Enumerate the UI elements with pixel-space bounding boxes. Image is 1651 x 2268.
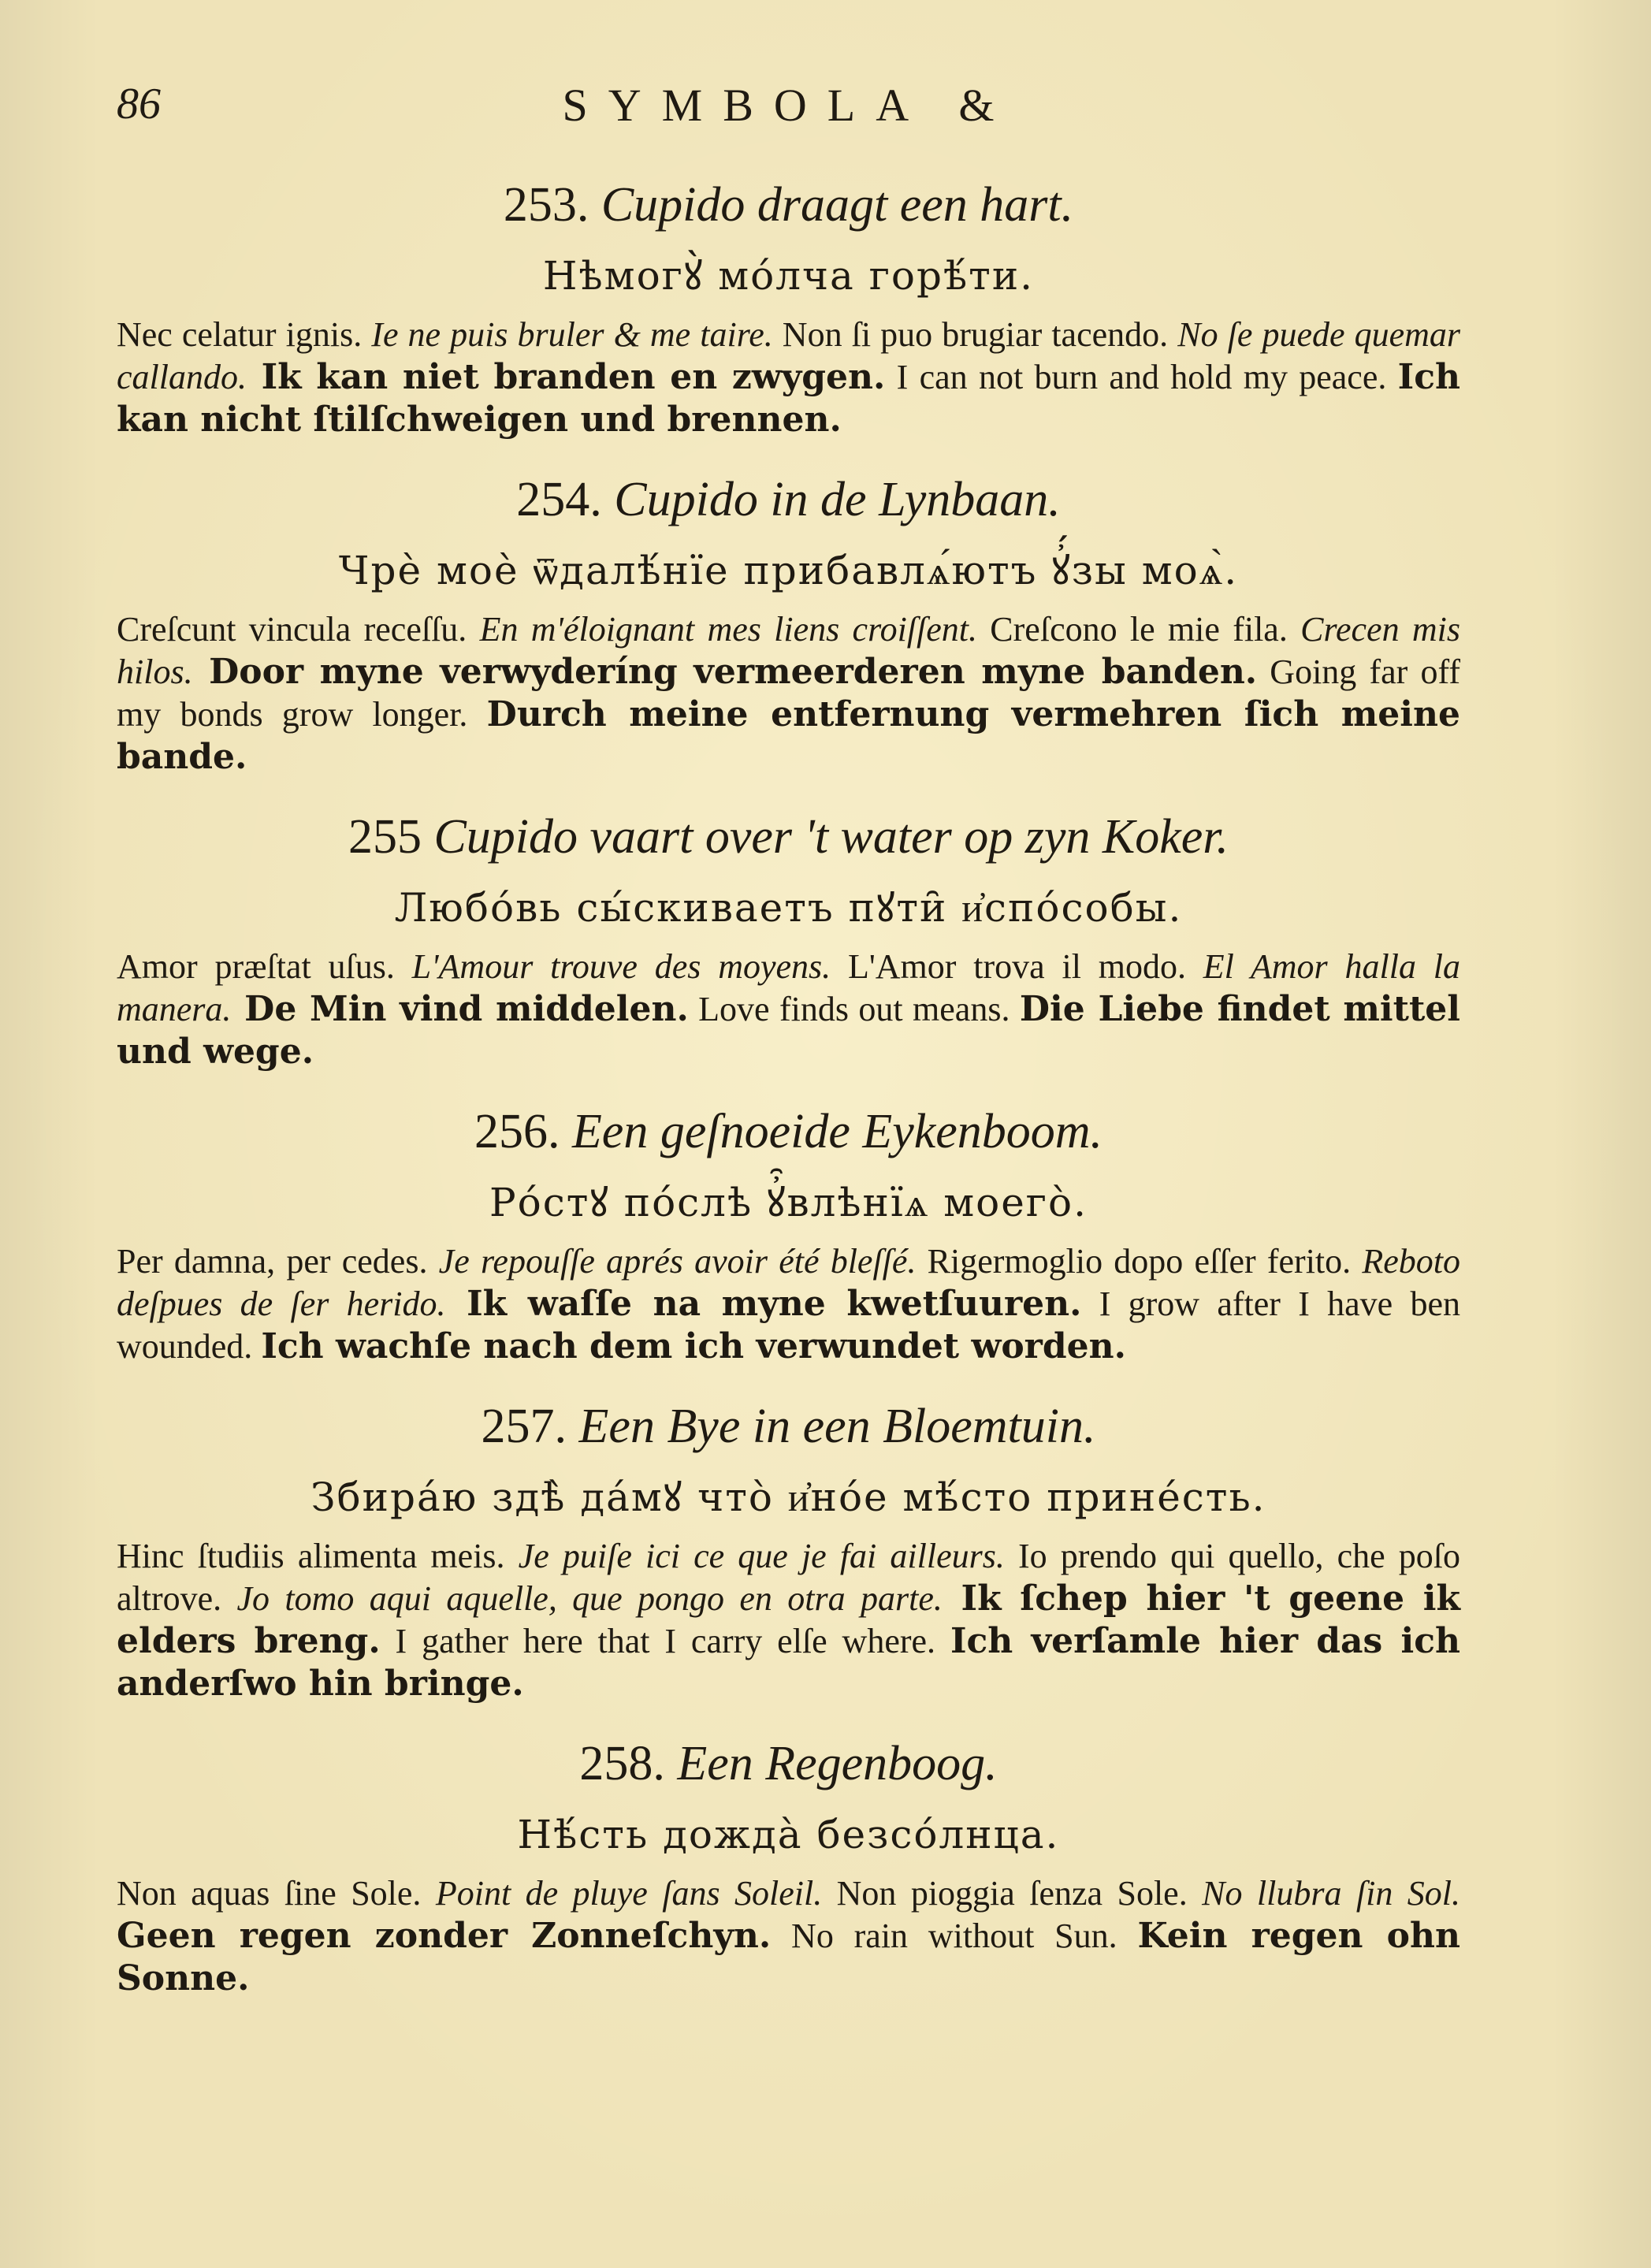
translation-segment: Nec celatur ignis. <box>117 315 372 354</box>
translation-segment: Geen regen zonder Zonneſchyn. <box>117 1916 772 1956</box>
translation-segment: Per damna, per cedes. <box>117 1242 439 1281</box>
translation-segment: Rigermoglio dopo eſſer ferito. <box>916 1242 1363 1281</box>
translation-segment: Kein regen ohn Sonne. <box>117 1916 1460 1998</box>
emblem-entry <box>117 1395 1460 1705</box>
entry-number: 257. <box>481 1400 567 1453</box>
entry-number: 258. <box>579 1737 665 1790</box>
translation-segment: Ik kan niet branden en zwygen. <box>246 357 886 397</box>
translation-segment: No rain without Sun. <box>771 1917 1138 1955</box>
translation-segment: Io prendo qui quello, che poſo altrove. <box>117 1537 1460 1618</box>
translation-segment: Ik waſſe na myne kwetſuuren. <box>445 1284 1082 1324</box>
translation-segment: Door myne verwyderíng vermeerderen myne banden. <box>192 652 1258 692</box>
entry-heading <box>117 468 1460 531</box>
emblem-entry <box>117 468 1460 779</box>
entry-heading <box>117 1732 1460 1795</box>
translation-segment: Creſcono le mie fila. <box>977 610 1301 649</box>
translation-segment: L'Amor trova il modo. <box>831 947 1203 986</box>
emblem-entry <box>117 173 1460 441</box>
translation-segment: Going far off my bonds grow longer. <box>117 653 1461 734</box>
emblem-entry <box>117 805 1460 1073</box>
translation-segment: Je puiſe ici ce que je fai ailleurs. <box>518 1537 1005 1575</box>
translation-segment: I gather here that I carry elſe where. <box>380 1622 950 1660</box>
translation-segment: I grow after I have ben wounded. <box>117 1285 1460 1366</box>
translation-segment: En m'éloignant mes liens croiſſent. <box>479 610 978 649</box>
entry-translations <box>117 608 1460 779</box>
page-header <box>117 79 1460 142</box>
translation-segment: Ik ſchep hier 't geene ik elders breng. <box>117 1578 1461 1661</box>
entry-number: 255 <box>348 810 422 864</box>
translation-segment: No ſe puede quemar callando. <box>117 315 1460 396</box>
entry-title: Een Regenboog. <box>677 1737 998 1790</box>
entry-title: Een Bye in een Bloemtuin. <box>578 1400 1096 1453</box>
entry-translations <box>117 1535 1460 1705</box>
entry-title: Cupido in de Lynbaan. <box>614 473 1061 526</box>
entry-number: 256. <box>474 1105 560 1158</box>
translation-segment: I can not burn and hold my peace. <box>885 358 1398 396</box>
translation-segment: Ich wachſe nach dem ich verwundet worden. <box>261 1326 1126 1366</box>
translation-segment: Ich verſamle hier das ich anderſwo hin bringe. <box>117 1621 1460 1704</box>
entry-heading <box>117 1395 1460 1458</box>
entry-heading <box>117 173 1460 236</box>
emblem-entry <box>117 1732 1460 2000</box>
page-number: 86 <box>117 80 161 128</box>
entry-title: Een geſnoeide Eykenboom. <box>571 1105 1103 1158</box>
entry-title: Cupido vaart over 't water op zyn Koker. <box>433 810 1229 864</box>
translation-segment: Jo tomo aqui aquelle, que pongo en otra parte. <box>236 1579 943 1618</box>
translation-segment: Die Liebe findet mittel und wege. <box>117 989 1461 1072</box>
translation-segment: Reboto deſpues de ſer herido. <box>117 1242 1461 1323</box>
entry-number: 253. <box>503 178 589 232</box>
entry-heading <box>117 1100 1460 1163</box>
entry-slavonic-motto: Збира́ю здѣ̀ да́мꙋ что̀ и҆но́е мѣ́сто прине́сть. <box>310 1474 1266 1520</box>
translation-segment: De Min vind middelen. <box>231 989 689 1029</box>
entry-slavonic-motto: Чрѐ моѐ ѿдалѣ́нїе прибавлѧ́ютъ ꙋ҆́зы моѧ̀. <box>338 548 1239 593</box>
translation-segment: Love finds out means. <box>688 990 1020 1028</box>
running-title: SYMBOLA & <box>562 80 1015 131</box>
entry-slavonic-motto: Нѣмогꙋ̀ мо́лча горѣ́ти. <box>542 253 1035 299</box>
translation-segment: Je repouſſe aprés avoir été bleſſé. <box>438 1242 917 1281</box>
emblem-entry <box>117 1100 1460 1368</box>
entry-heading <box>117 805 1460 868</box>
translation-segment: No llubra ſin Sol. <box>1202 1874 1460 1913</box>
translation-segment: Crecen mis hilos. <box>117 610 1460 691</box>
entry-number: 254. <box>516 473 602 526</box>
entry-translations <box>117 1240 1460 1368</box>
entry-translations <box>117 946 1460 1073</box>
translation-segment: Hinc ſtudiis alimenta meis. <box>117 1537 519 1575</box>
translation-segment: Non ſi puo brugiar tacendo. <box>772 315 1178 354</box>
emblem-entries <box>117 173 1460 2027</box>
entry-translations <box>117 314 1460 441</box>
translation-segment: Creſcunt vincula receſſu. <box>117 610 480 649</box>
translation-segment: Durch meine entfernung vermehren ſich meine bande. <box>117 694 1460 777</box>
entry-translations <box>117 1872 1460 2000</box>
translation-segment: Ich kan nicht ſtilſchweigen und brennen. <box>117 357 1461 440</box>
entry-slavonic-motto: Нѣ́сть дожда̀ безсо́лнца. <box>517 1812 1060 1857</box>
entry-slavonic-motto: Ро́стꙋ по́слѣ ꙋ҆̑влѣнїѧ моего̀. <box>489 1180 1088 1225</box>
entry-slavonic-motto: Любо́вь сы́скиваетъ пꙋти̑ и҆спо́собы. <box>394 885 1183 931</box>
translation-segment: Non pioggia ſenza Sole. <box>822 1874 1203 1913</box>
translation-segment: Ie ne puis bruler & me taire. <box>371 315 773 354</box>
translation-segment: L'Amour trouve des moyens. <box>411 947 831 986</box>
translation-segment: Amor præſtat uſus. <box>117 947 412 986</box>
entry-title: Cupido draagt een hart. <box>601 178 1074 232</box>
translation-segment: Point de pluye ſans Soleil. <box>435 1874 823 1913</box>
translation-segment: El Amor halla la manera. <box>117 947 1460 1028</box>
translation-segment: Non aquas ſine Sole. <box>117 1874 436 1913</box>
